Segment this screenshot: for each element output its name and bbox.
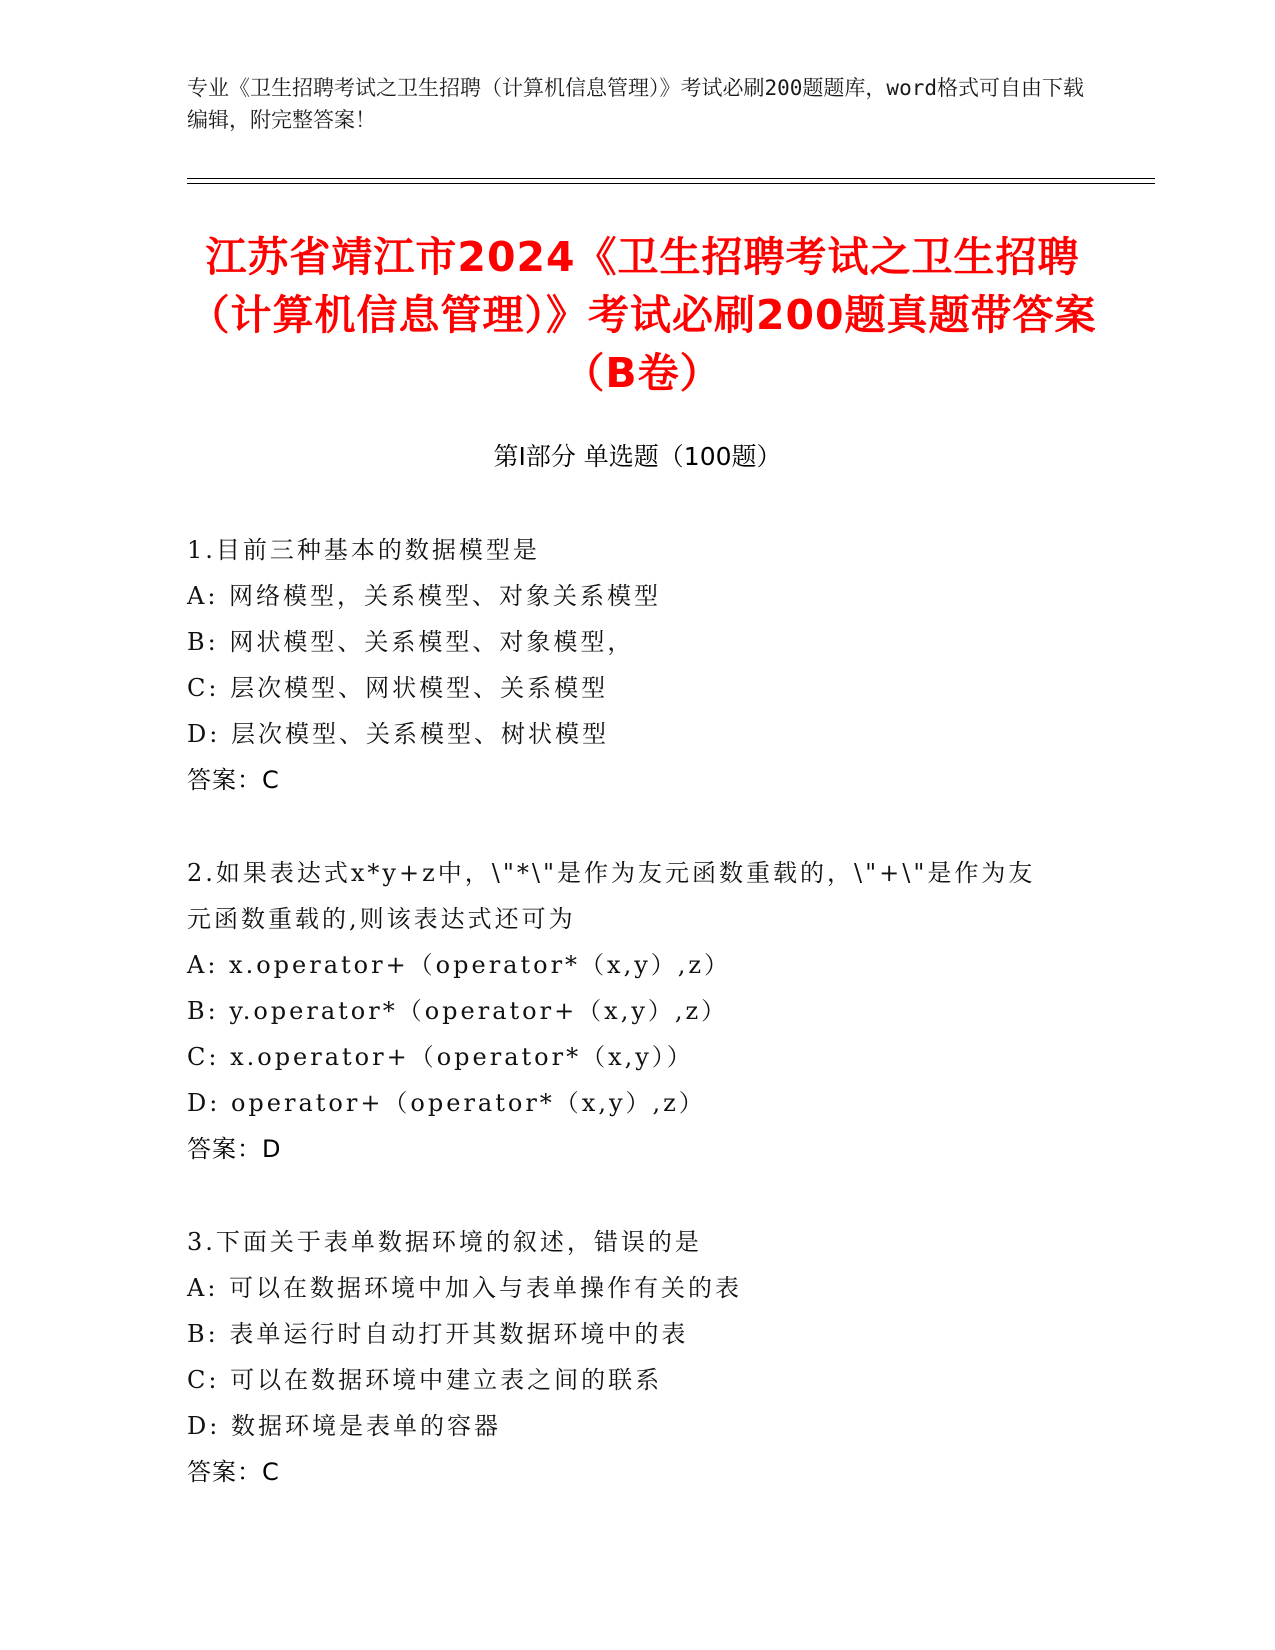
section-title: 第Ⅰ部分 单选题（100题）: [493, 442, 782, 471]
header-divider-top: [187, 178, 1155, 179]
question-stem: 2.如果表达式x*y+z中，\"*\"是作为友元函数重载的，\"+\"是作为友元函数重载的,则该表达式还可为: [187, 859, 1036, 933]
option-d: D: 层次模型、关系模型、树状模型: [187, 720, 609, 748]
option-c: C: 可以在数据环境中建立表之间的联系: [187, 1366, 663, 1394]
document-title: 江苏省靖江市2024《卫生招聘考试之卫生招聘（计算机信息管理）》考试必刷200题真题带答案（B卷）: [188, 233, 1097, 397]
option-b: B: 网状模型、关系模型、对象模型，: [187, 628, 635, 656]
answer-line: 答案：C: [187, 1458, 280, 1486]
question-1: [187, 527, 1087, 803]
option-a: A: x.operator+（operator*（x,y）,z）: [187, 951, 732, 979]
option-d: D: operator+（operator*（x,y）,z）: [187, 1089, 706, 1117]
option-b: B: y.operator*（operator+（x,y）,z）: [187, 997, 729, 1025]
header-note: 专业《卫生招聘考试之卫生招聘（计算机信息管理）》考试必刷200题题库，word格式可自由下载编辑，附完整答案！: [187, 76, 1084, 132]
question-stem: 1.目前三种基本的数据模型是: [187, 536, 540, 564]
option-a: A: 网络模型，关系模型、对象关系模型: [187, 582, 662, 610]
answer-line: 答案：C: [187, 766, 280, 794]
question-2: [187, 850, 1087, 1172]
header-divider-bottom: [187, 183, 1155, 184]
option-c: C: 层次模型、网状模型、关系模型: [187, 674, 609, 702]
answer-line: 答案：D: [187, 1135, 282, 1163]
question-3: [187, 1219, 1087, 1495]
question-list: [187, 527, 1087, 1542]
question-stem: 3.下面关于表单数据环境的叙述，错误的是: [187, 1228, 702, 1256]
option-b: B: 表单运行时自动打开其数据环境中的表: [187, 1320, 689, 1348]
option-d: D: 数据环境是表单的容器: [187, 1412, 501, 1440]
option-a: A: 可以在数据环境中加入与表单操作有关的表: [187, 1274, 743, 1302]
option-c: C: x.operator+（operator*（x,y））: [187, 1043, 694, 1071]
